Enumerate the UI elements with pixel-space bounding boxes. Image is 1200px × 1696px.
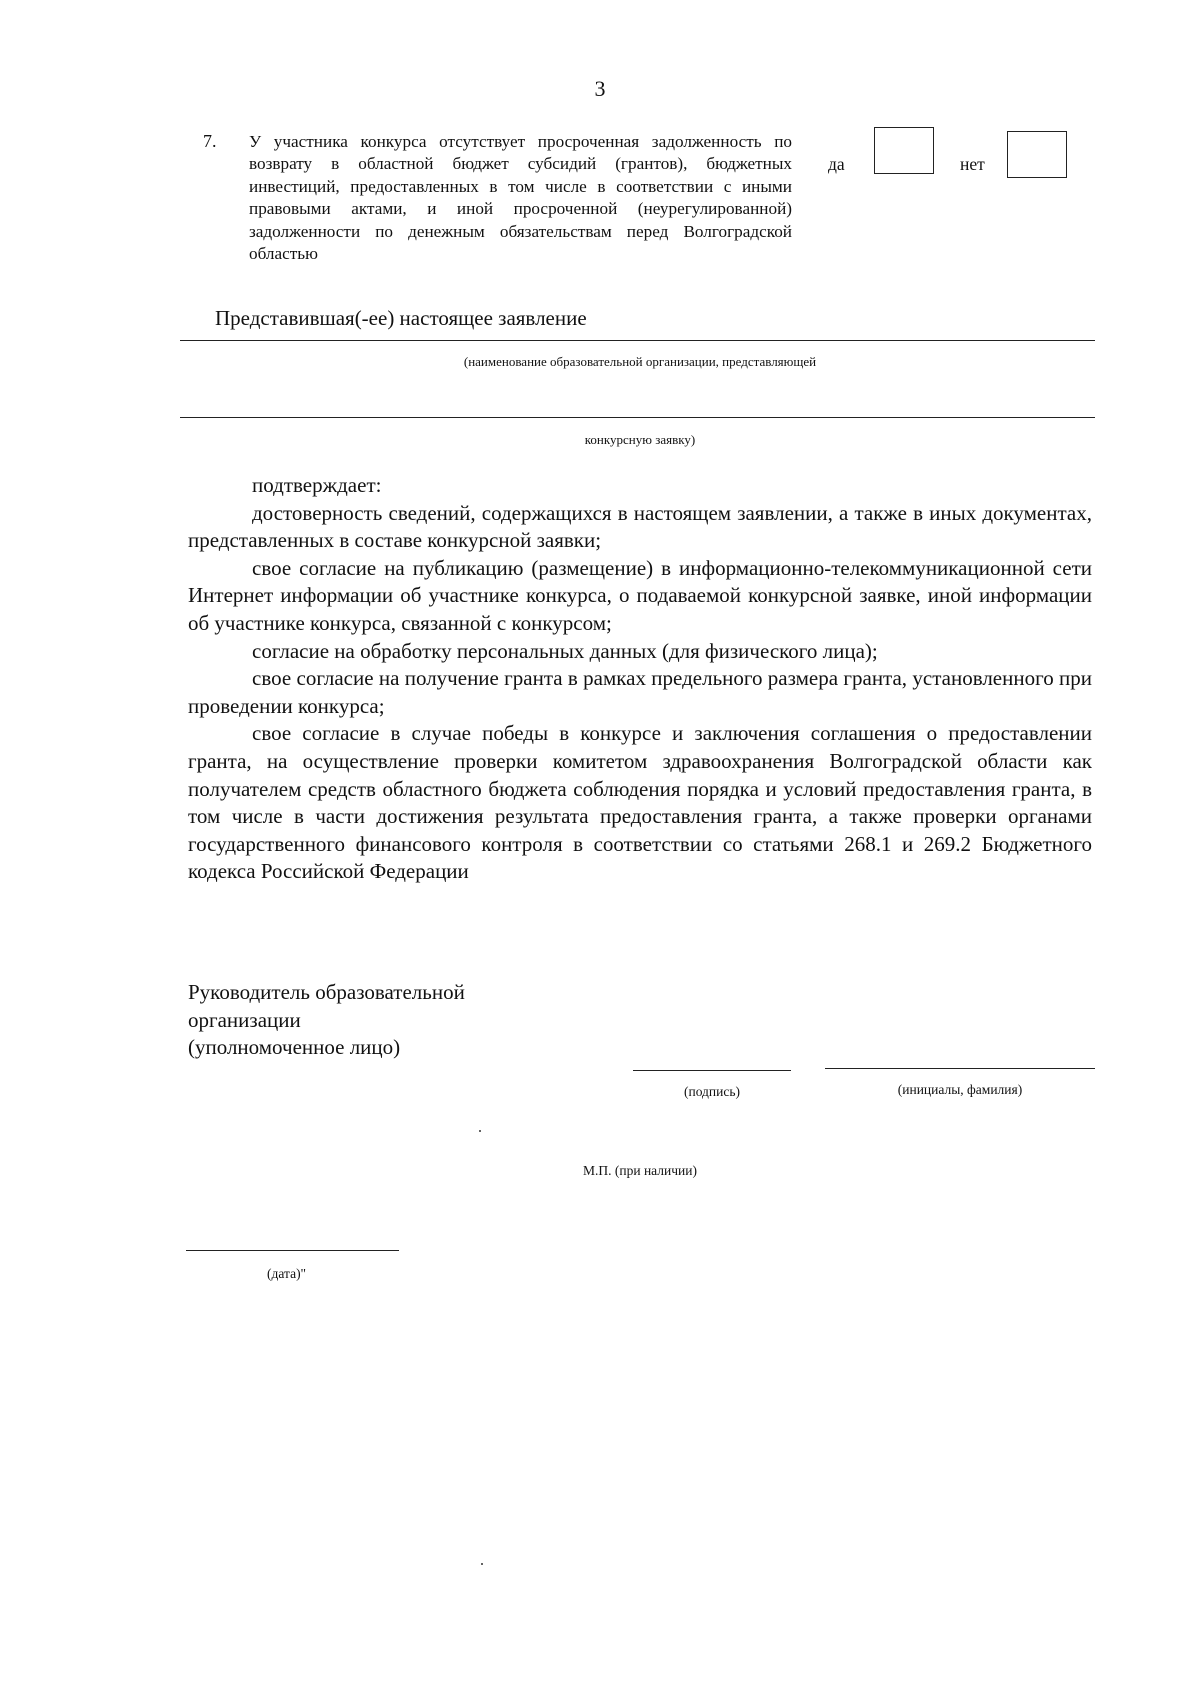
org-name-line-2[interactable]	[180, 417, 1095, 418]
declaration-paragraph: свое согласие на публикацию (размещение) в информационно-телекоммуникационной сети Интернет информации об участнике конкурса, о подаваемой конкурсной заявке, иной информации об участнике конкурса, связанной с конкурсом;	[188, 555, 1092, 635]
stamp-placeholder: М.П. (при наличии)	[583, 1163, 697, 1178]
declaration-paragraph: достоверность сведений, содержащихся в настоящем заявлении, а также в иных документах, представленных в составе конкурсной заявки;	[188, 500, 1092, 553]
signature-caption: (подпись)	[683, 1084, 741, 1099]
scan-speck	[479, 1130, 481, 1132]
declaration-paragraph: свое согласие на получение гранта в рамках предельного размера гранта, установленного при проведении конкурса;	[188, 666, 1092, 718]
yes-label: да	[828, 154, 845, 174]
item-number: 7.	[203, 131, 217, 151]
signer-line: Руководитель образовательной	[188, 980, 465, 1004]
name-caption: (инициалы, фамилия)	[897, 1082, 1023, 1097]
signer-line: (уполномоченное лицо)	[188, 1035, 401, 1059]
confirms-heading: подтверждает:	[252, 473, 382, 497]
page-number: 3	[594, 76, 606, 101]
org-caption-1: (наименование образовательной организации, представляющей	[463, 354, 817, 369]
signer-title	[188, 979, 465, 1062]
declaration-intro: Представившая(-ее) настоящее заявление	[215, 306, 587, 330]
org-caption-2: конкурсную заявку)	[584, 432, 696, 447]
item-text: У участника конкурса отсутствует просроченная задолженность по возврату в областной бюджет субсидий (грантов), бюджетных инвестиций, предоставленных в том числе в соответствии с иными правовыми актами, и иной просроченной (неурегулированной) задолженности по денежным обязательствам перед Волгоградской областью	[249, 132, 792, 264]
declaration-body	[188, 472, 1092, 886]
date-caption: (дата)"	[267, 1266, 307, 1281]
signer-line: организации	[188, 1007, 301, 1032]
no-label: нет	[960, 154, 985, 174]
org-name-line-1[interactable]	[180, 340, 1095, 341]
name-line[interactable]	[825, 1068, 1095, 1069]
scan-speck	[481, 1563, 483, 1565]
declaration-paragraph: согласие на обработку персональных данных (для физического лица);	[252, 638, 878, 663]
declaration-paragraph: свое согласие в случае победы в конкурсе и заключения соглашения о предоставлении гранта, на осуществление проверки комитетом здравоохранения Волгоградской области как получателем средств областного бюджета соблюдения порядка и условий предоставления гранта, в том числе в части достижения результата предоставления гранта, а также проверки органами государственного финансового контроля в соответствии со статьями 268.1 и 269.2 Бюджетного кодекса Российской Федерации	[188, 721, 1092, 884]
date-line[interactable]	[186, 1250, 399, 1251]
yes-checkbox[interactable]	[874, 127, 934, 174]
no-checkbox[interactable]	[1007, 131, 1067, 178]
signature-line[interactable]	[633, 1070, 791, 1071]
